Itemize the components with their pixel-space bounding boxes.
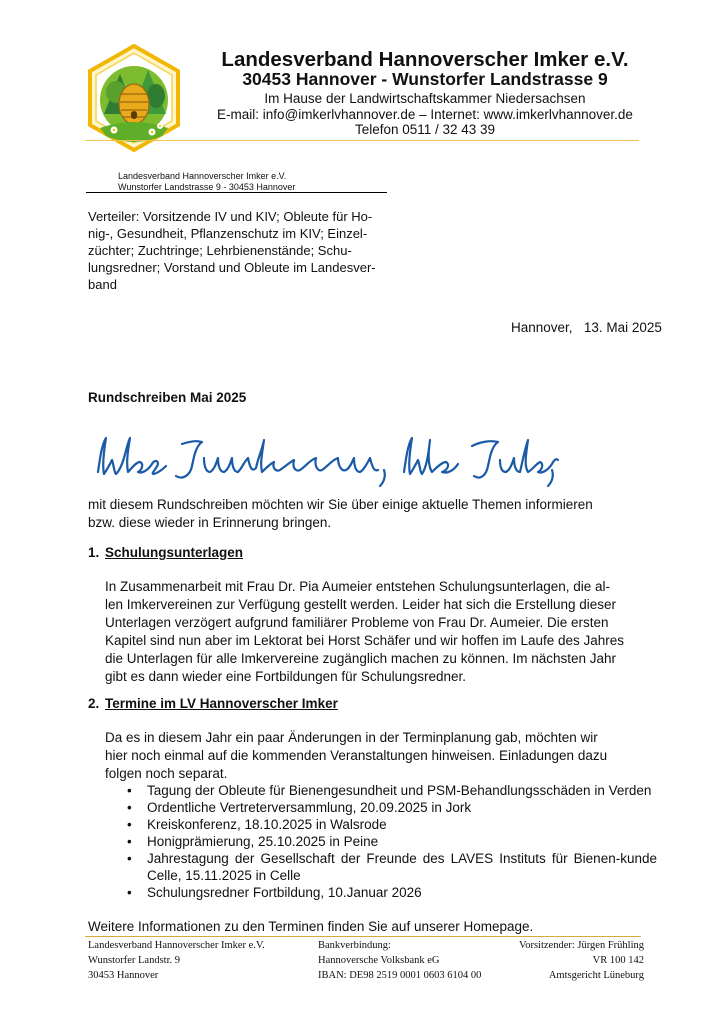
paragraph-line: gibt es dann wieder eine Fortbildungen für Schulungsredner. xyxy=(105,669,466,684)
paragraph-line: Unterlagen verzögert aufgrund familiärer Probleme von Frau Dr. Aumeier. Die ersten xyxy=(105,615,609,630)
events-list xyxy=(125,782,657,901)
event-item: • Ordentliche Vertreterversammlung, 20.09.2025 in Jork xyxy=(125,799,657,816)
organization-address: 30453 Hannover - Wunstorfer Landstrasse 9 xyxy=(242,69,608,89)
handwritten-salutation xyxy=(92,428,562,488)
footer-text: Hannoversche Volksbank eG xyxy=(318,955,440,966)
event-item: • Jahrestagung der Gesellschaft der Freunde des LAVES Instituts für Bienen-kunde Celle, 15.11.2025 in Celle xyxy=(125,850,657,884)
intro-line: bzw. diese wieder in Erinnerung bringen. xyxy=(88,515,332,530)
section-2-number: 2. xyxy=(88,696,100,711)
footer-text: Amtsgericht Lüneburg xyxy=(548,970,644,981)
footer-text: IBAN: DE98 2519 0001 0603 6104 00 xyxy=(318,970,482,981)
paragraph-line: die Unterlagen für alle Imkervereine zugänglich machen zu können. Im nächsten Jahr xyxy=(105,651,617,666)
footer-text: Vorsitzender: Jürgen Frühling xyxy=(518,940,644,951)
paragraph-line: hier noch einmal auf die kommenden Veranstaltungen hinweisen. Einladungen dazu xyxy=(105,748,608,763)
recipients-line: nig-, Gesundheit, Pflanzenschutz im KIV; Einzel- xyxy=(88,226,368,241)
event-item: • Kreiskonferenz, 18.10.2025 in Walsrode xyxy=(125,816,657,833)
footer-rule xyxy=(85,936,641,937)
paragraph-line: Kapitel sind nun aber im Lektorat bei Horst Schäfer und wir hoffen im Laufe des Jahres xyxy=(105,633,625,648)
section-1-title: Schulungsunterlagen xyxy=(105,545,244,560)
intro-paragraph xyxy=(88,496,658,532)
contact-line: E-mail: info@imkerlvhannover.de – Internet: www.imkerlvhannover.de xyxy=(217,107,633,122)
sender-rule xyxy=(86,192,387,193)
closing-line: Weitere Informationen zu den Terminen finden Sie auf unserer Homepage. xyxy=(88,919,534,934)
subject-line: Rundschreiben Mai 2025 xyxy=(88,390,247,405)
event-item: • Schulungsredner Fortbildung, 10.Januar 2026 xyxy=(125,884,657,901)
paragraph-line: len Imkervereinen zur Verfügung gestellt werden. Leider hat sich die Erstellung dieser xyxy=(105,597,617,612)
footer-text: Wunstorfer Landstr. 9 xyxy=(88,955,181,966)
recipients-block xyxy=(88,208,388,293)
place: Hannover, xyxy=(511,320,573,335)
venue-line: Im Hause der Landwirtschaftskammer Niedersachsen xyxy=(264,91,586,106)
paragraph-line: folgen noch separat. xyxy=(105,766,228,781)
footer-address xyxy=(88,938,265,983)
footer-text: 30453 Hannover xyxy=(88,970,159,981)
paragraph-line: Da es in diesem Jahr ein paar Änderungen in der Terminplanung gab, möchten wir xyxy=(105,730,598,745)
header-rule xyxy=(85,140,639,141)
beekeepers-association-logo xyxy=(86,44,182,152)
organization-name: Landesverband Hannoverscher Imker e.V. xyxy=(221,48,629,71)
section-1-paragraph xyxy=(105,578,657,686)
recipients-line: lungsredner; Vorstand und Obleute im Landesver- xyxy=(88,260,376,275)
recipients-line: Verteiler: Vorsitzende IV und KIV; Obleute für Ho- xyxy=(88,209,373,224)
intro-line: mit diesem Rundschreiben möchten wir Sie über einige aktuelle Themen informieren xyxy=(88,497,593,512)
event-item: • Tagung der Obleute für Bienengesundheit und PSM-Behandlungsschäden in Verden xyxy=(125,782,657,799)
section-2-title: Termine im LV Hannoverscher Imker xyxy=(105,696,338,711)
event-item: • Honigprämierung, 25.10.2025 in Peine xyxy=(125,833,657,850)
footer-bank-registry xyxy=(318,938,644,983)
sender-line-2: Wunstorfer Landstrasse 9 - 30453 Hannover xyxy=(118,182,296,192)
footer-text: Bankverbindung: xyxy=(318,940,391,951)
section-2-paragraph xyxy=(105,729,657,783)
footer-text: VR 100 142 xyxy=(592,955,644,966)
phone-line: Telefon 0511 / 32 43 39 xyxy=(354,122,496,137)
footer-text: Landesverband Hannoverscher Imker e.V. xyxy=(88,940,265,951)
recipients-line: züchter; Zuchtringe; Lehrbienenstände; Schu- xyxy=(88,243,352,258)
recipients-line: band xyxy=(88,277,117,292)
sender-line-1: Landesverband Hannoverscher Imker e.V. xyxy=(118,171,287,181)
section-1-number: 1. xyxy=(88,545,100,560)
paragraph-line: In Zusammenarbeit mit Frau Dr. Pia Aumeier entstehen Schulungsunterlagen, die al- xyxy=(105,579,611,594)
date: 13. Mai 2025 xyxy=(583,320,662,335)
place-date xyxy=(511,320,662,335)
